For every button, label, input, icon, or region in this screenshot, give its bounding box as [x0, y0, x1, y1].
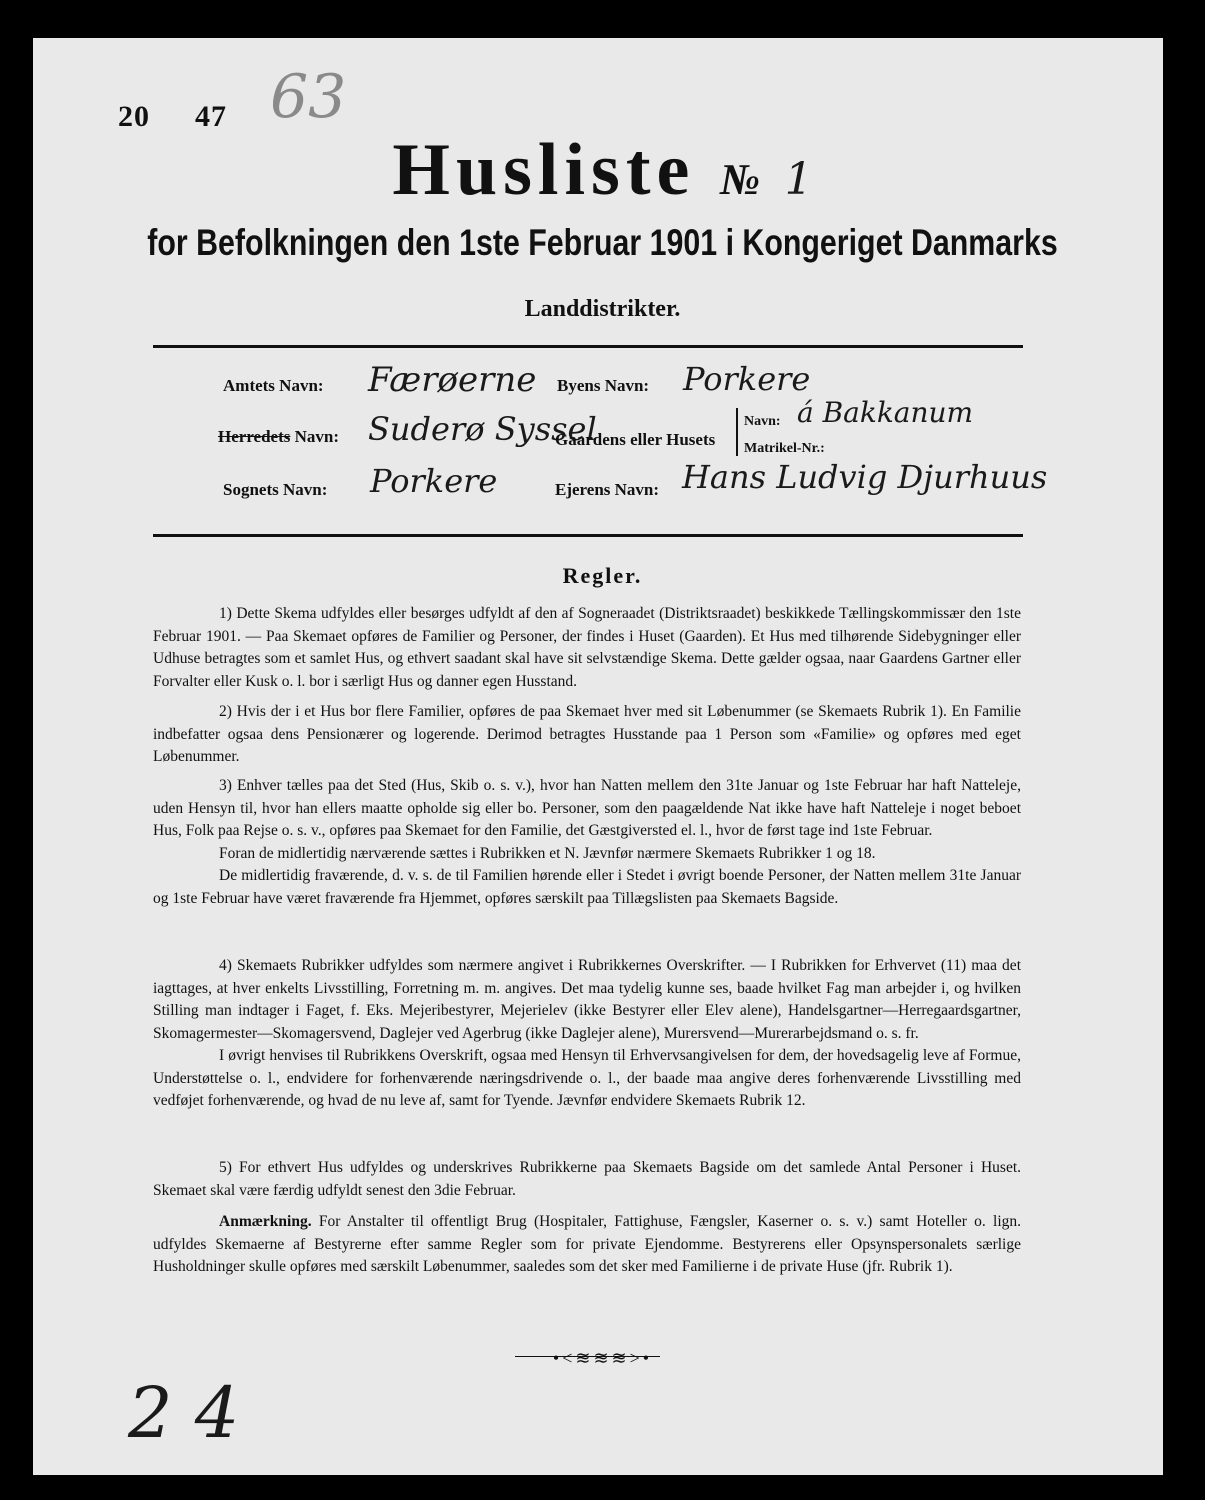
rule-2: [153, 701, 1021, 769]
ejer-value: Hans Ludvig Djurhuus: [682, 458, 1048, 496]
rule-3c-text: De midlertidig fraværende, d. v. s. de til Familien hørende eller i Stedet i øvrigt boende Personer, der Natten mellem 31te Januar og 1ste Februar have været fraværende fra Hjemmet, opføres særskilt paa Tillægslisten paa Skemaets Bagside.: [153, 867, 1021, 907]
herred-label: [218, 427, 339, 447]
rules-heading: Regler.: [562, 563, 643, 588]
note: [153, 1211, 1021, 1279]
sogn-value: Porkere: [370, 462, 498, 500]
rule-3b-text: Foran de midlertidig nærværende sættes i Rubrikken et N. Jævnfør nærmere Skemaets Rubrikker 1 og 18.: [219, 844, 876, 862]
rule-4a-text: 4) Skemaets Rubrikker udfyldes som nærmere angivet i Rubrikkernes Overskrifter. — I Rubrikken for Erhvervet (11) maa det iagttages, at hver enkelts Livsstilling, Forretning m. m. angives. Det maa tydelig kunne ses, baade hvilket Fag man arbejder i, og hvilken Stilling man indtager i Faget, f. Eks. Mejeribestyrer, Mejerielev (ikke Bestyrer eller Elev alene), Handelsgartner—Herregaardsgartner, Skomagermester—Skomagersvend, Daglejer ved Agerbrug (ikke Daglejer alene), Murersvend—Murerarbejdsmand o. s. fr.: [153, 957, 1021, 1042]
ref-number-left: 20: [118, 100, 150, 133]
document-subtitle: for Befolkningen den 1ste Februar 1901 i Kongeriget Danmarks: [147, 222, 1058, 263]
amt-label: Amtets Navn:: [223, 376, 324, 395]
rule-1-text: 1) Dette Skema udfyldes eller besørges udfyldt af den af Sogneraadet (Distriktsraadet) beskikkede Tællingskommissær den 1ste Februar 1901. — Paa Skemaet opføres de Familier og Personer, der findes i Huset (Gaarden). Et Hus med tilhørende Sidebygninger eller Udhuse betragtes som et samlet Hus, og ethvert saadant skal have sit selvstændige Skema. Dette gælder ogsaa, naar Gaardens Gartner eller Forvalter eller Kusk o. l. bor i særligt Hus og danner egen Husstand.: [153, 605, 1021, 690]
title-text: Husliste: [392, 129, 696, 211]
pencil-ref-number: 63: [270, 62, 347, 132]
rule-2-text: 2) Hvis der i et Hus bor flere Familier, opføres de paa Skemaet hver med sit Løbenummer (se Skemaets Rubrik 1). En Familie indbefatter ogsaa dens Pensionærer og logerende. Derimod betragtes Husstande paa 1 Person som «Familie» og opføres med eget Løbenummer.: [153, 703, 1021, 765]
ref-number-right: 47: [195, 100, 227, 133]
rule-3: [153, 775, 1021, 910]
gaard-navn-label: Navn:: [744, 414, 781, 429]
by-label: Byens Navn:: [557, 376, 650, 395]
herred-value: Suderø Syssel: [368, 410, 597, 448]
bottom-rule: [153, 534, 1023, 537]
district-heading: Landdistrikter.: [524, 296, 681, 322]
rule-5-text: 5) For ethvert Hus udfyldes og underskrives Rubrikkerne paa Skemaets Bagside om det samlede Antal Personer i Huset. Skemaet skal være færdig udfyldt senest den 3die Februar.: [153, 1159, 1021, 1199]
rule-4: [153, 955, 1021, 1113]
ornament: •<≋≋≋>•: [552, 1348, 653, 1368]
number-label: №: [719, 155, 761, 204]
rule-4b-text: I øvrigt henvises til Rubrikkens Overskrift, ogsaa med Hensyn til Erhvervsangivelsen for dem, der hovedsagelig leve af Formue, Understøttelse o. l., endvidere for forhenværende næringsdrivende o. l., der baade maa angive deres forhenværende Livsstilling med vedføjet forhenværende, og hvad de nu leve af, samt for Tyende. Jævnfør endvidere Skemaets Rubrik 12.: [153, 1047, 1021, 1109]
gaard-navn-value: á Bakkanum: [797, 396, 974, 429]
document-title: [0, 128, 1205, 213]
sogn-label: Sognets Navn:: [223, 480, 328, 499]
herred-struck-text: Herredets: [218, 427, 291, 446]
rule-1: [153, 603, 1021, 693]
handwritten-page-mark: 2 4: [128, 1372, 240, 1454]
note-label: Anmærkning.: [219, 1213, 312, 1230]
gaard-bracket: [736, 408, 738, 456]
note-text: For Anstalter til offentligt Brug (Hospitaler, Fattighuse, Fængsler, Kaserner o. s. v.) samt Hoteller o. lign. udfyldes Skemaerne af Bestyrerne efter samme Regler som for private Ejendomme. Bestyrerens eller Opsynspersonalets særlige Husholdninger skulle opføres med særskilt Løbenummer, saaledes som det sker med Familierne i de private Huse (jfr. Rubrik 1).: [153, 1213, 1022, 1275]
by-value: Porkere: [683, 360, 811, 398]
top-rule: [153, 345, 1023, 348]
amt-value: Færøerne: [368, 360, 537, 400]
rule-5: [153, 1157, 1021, 1202]
ejer-label: Ejerens Navn:: [555, 480, 660, 499]
gaard-label: Gaardens eller Husets: [555, 430, 716, 449]
matrikel-label: Matrikel-Nr.:: [744, 441, 825, 456]
rule-3a-text: 3) Enhver tælles paa det Sted (Hus, Skib o. s. v.), hvor han Natten mellem den 31te Januar og 1ste Februar har haft Natteleje, uden Hensyn til, hvor han ellers maatte opholde sig eller bo. Personer, som den paagældende Nat ikke have haft Natteleje i noget beboet Hus, Folk paa Rejse o. s. v., opføres paa Skemaet for den Familie, det Gæstgiversted el. l., hvor de først tage ind 1ste Februar.: [153, 777, 1021, 839]
herred-label-text: Navn:: [294, 427, 340, 446]
number-value: 1: [784, 154, 813, 205]
